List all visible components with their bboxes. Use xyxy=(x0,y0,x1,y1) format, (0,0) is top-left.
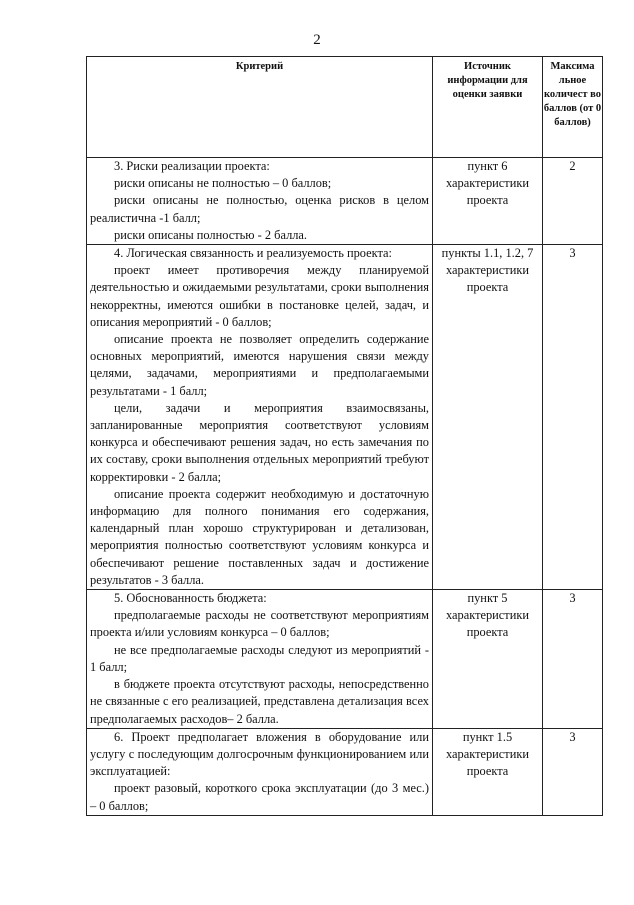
criterion-line: проект имеет противоречия между планируемой деятельностью и ожидаемыми результатами, сроки выполнения некорректны, имеются ошибки в постановке целей, задач, и описания мероприятий - 0 баллов; xyxy=(90,263,429,329)
header-criterion: Критерий xyxy=(87,57,433,158)
max-score-cell: 3 xyxy=(543,590,603,729)
source-cell: пункт 1.5 характеристики проекта xyxy=(433,728,543,815)
header-source: Источник информации для оценки заявки xyxy=(433,57,543,158)
source-cell: пункт 5 характеристики проекта xyxy=(433,590,543,729)
criterion-line: предполагаемые расходы не соответствуют мероприятиям проекта и/или условиям конкурса – 0 баллов; xyxy=(90,608,429,640)
criterion-cell xyxy=(87,590,433,729)
criterion-line: риски описаны не полностью – 0 баллов; xyxy=(114,176,332,191)
criterion-line: цели, задачи и мероприятия взаимосвязаны, запланированные мероприятия соответствуют условиям конкурса и обеспечивают решения задач, но есть замечания по их составу, сроки выполнения отдельных мероприятий требуют корректировки - 2 балла; xyxy=(90,400,429,484)
max-score-cell: 3 xyxy=(543,245,603,590)
criterion-cell xyxy=(87,728,433,815)
source-cell: пункт 6 характеристики проекта xyxy=(433,158,543,245)
criterion-line: 3. Риски реализации проекта: xyxy=(114,159,270,173)
criterion-line: в бюджете проекта отсутствуют расходы, непосредственно не связанные с его реализацией, представлена детализация всех предполагаемых расходов– 2 балла. xyxy=(90,677,429,726)
criterion-line: 6. Проект предполагает вложения в оборудование или услугу с последующим долгосрочным функционированием или эксплуатацией: xyxy=(90,729,429,779)
table-row xyxy=(87,590,603,729)
criterion-cell xyxy=(87,158,433,245)
page-number: 2 xyxy=(313,32,321,48)
table-header-row xyxy=(87,57,603,158)
criterion-line: риски описаны полностью - 2 балла. xyxy=(114,227,308,242)
max-score-cell: 3 xyxy=(543,728,603,815)
table-row xyxy=(87,728,603,815)
criterion-line: описание проекта содержит необходимую и достаточную информацию для полного понимания его содержания, календарный план хорошо структурирован и детализован, мероприятия полностью соответствуют условиям конкурса и обеспечивают решение поставленных задач и достижение результатов - 3 балла. xyxy=(90,486,429,587)
table-row xyxy=(87,245,603,590)
criterion-line: 4. Логическая связанность и реализуемость проекта: xyxy=(114,246,392,261)
criterion-cell xyxy=(87,245,433,590)
header-max: Максима льное количест во баллов (от 0 баллов) xyxy=(543,57,603,158)
max-score-cell: 2 xyxy=(543,158,603,245)
criterion-line: не все предполагаемые расходы следуют из мероприятий - 1 балл; xyxy=(90,642,429,674)
criterion-line: риски описаны не полностью, оценка рисков в целом реалистична -1 балл; xyxy=(90,193,429,225)
table-row xyxy=(87,158,603,245)
criterion-line: описание проекта не позволяет определить содержание основных мероприятий, имеются нарушения связи между целями, задачами, мероприятиями и предполагаемыми результатами - 1 балл; xyxy=(90,332,429,398)
criteria-table xyxy=(86,56,603,816)
criterion-line: 5. Обоснованность бюджета: xyxy=(114,591,267,606)
source-cell: пункты 1.1, 1.2, 7 характеристики проекта xyxy=(433,245,543,590)
criterion-line: проект разовый, короткого срока эксплуатации (до 3 мес.) – 0 баллов; xyxy=(90,781,429,813)
